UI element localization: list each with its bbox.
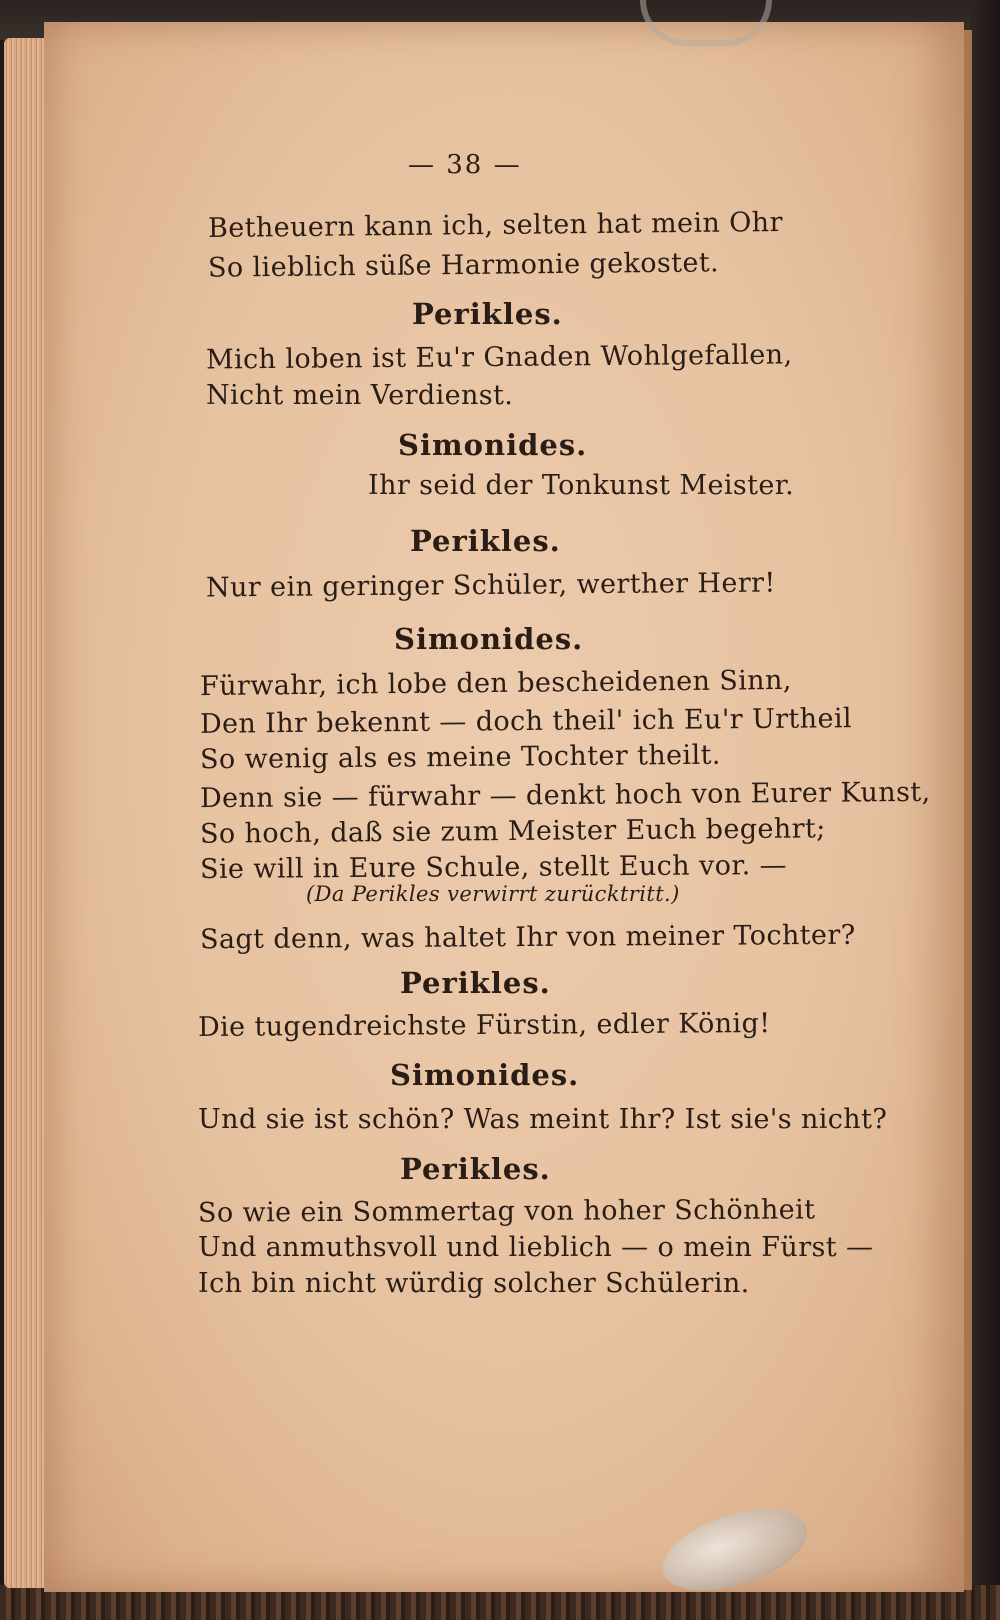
speaker-name: Perikles. [400,966,551,1000]
verse-line: Mich loben ist Eu'r Gnaden Wohlgefallen, [205,339,793,376]
speaker-name: Simonides. [394,622,584,656]
verse-line: So hoch, daß sie zum Meister Euch begehrt; [199,813,826,850]
verse-line: So wie ein Sommertag von hoher Schönheit [197,1194,816,1229]
verse-line: Den Ihr bekennt — doch theil' ich Eu'r Urtheil [199,703,853,740]
verse-line: Ich bin nicht würdig solcher Schülerin. [198,1268,750,1299]
speaker-name: Perikles. [412,297,563,331]
verse-line: Ihr seid der Tonkunst Meister. [368,470,795,501]
verse-line: Denn sie — fürwahr — denkt hoch von Eurer Kunst, [199,776,931,815]
speaker-name: Perikles. [410,524,561,558]
verse-line: So lieblich süße Harmonie gekostet. [207,247,720,284]
verse-line: Die tugendreichste Fürstin, edler König! [197,1008,771,1043]
speaker-name: Simonides. [390,1058,580,1092]
verse-line: Und sie ist schön? Was meint Ihr? Ist sie's nicht? [198,1104,888,1135]
verse-line: Nicht mein Verdienst. [206,380,514,411]
stage-direction: (Da Perikles verwirrt zurücktritt.) [306,882,680,906]
verse-line: Nur ein geringer Schüler, werther Herr! [205,567,776,604]
verse-line: So wenig als es meine Tochter theilt. [199,739,721,776]
page-number: — 38 — [408,150,522,180]
verse-line: Sie will in Eure Schule, stellt Euch vor. — [199,849,788,886]
verse-line: Sagt denn, was haltet Ihr von meiner Tochter? [199,919,856,956]
speaker-name: Simonides. [398,428,588,462]
verse-line: Betheuern kann ich, selten hat mein Ohr [207,206,783,245]
verse-line: Und anmuthsvoll und lieblich — o mein Fürst — [198,1232,874,1263]
verse-line: Fürwahr, ich lobe den bescheidenen Sinn, [199,664,792,703]
speaker-name: Perikles. [400,1152,551,1186]
